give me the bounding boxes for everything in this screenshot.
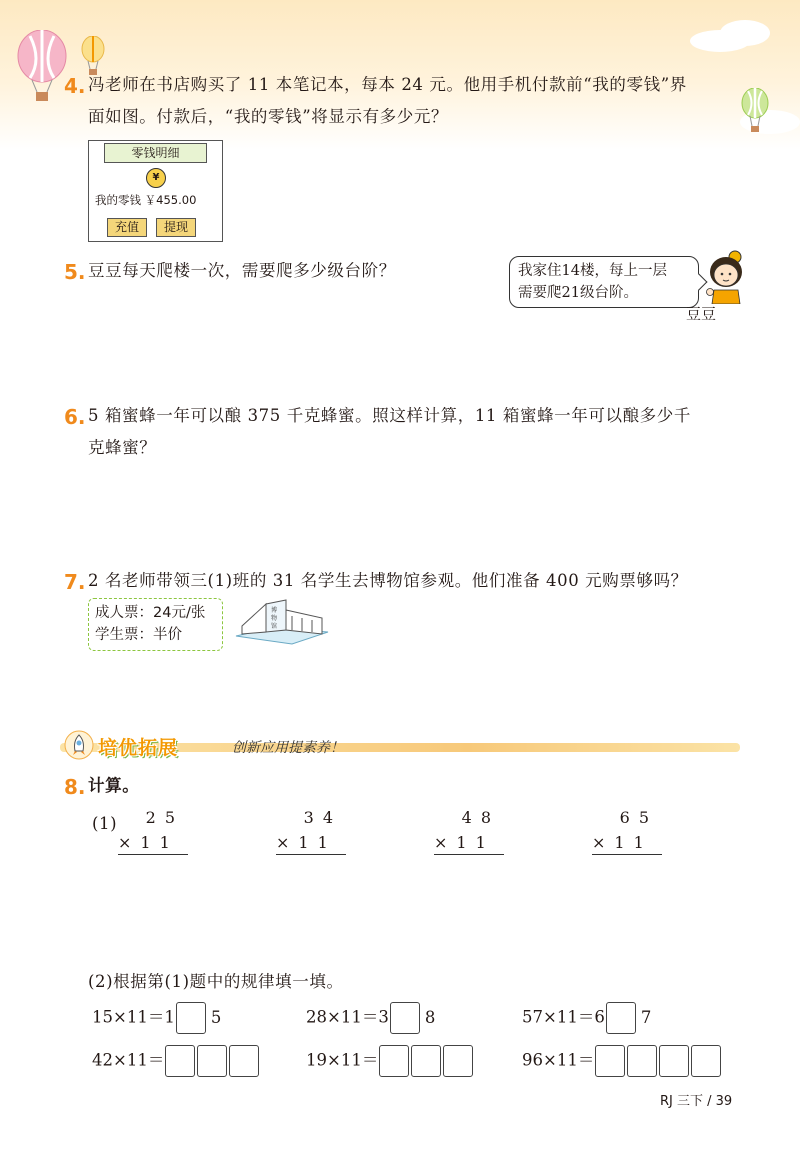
equation-prefix: 42×11＝ [92, 1050, 165, 1070]
question-number: 5. [64, 260, 86, 284]
speech-line: 我家住14楼，每上一层 [518, 263, 667, 279]
question-text: 5 箱蜜蜂一年可以酿 375 千克蜂蜜。照这样计算，11 箱蜜蜂一年可以酿多少千 [88, 406, 691, 425]
answer-box[interactable] [411, 1045, 441, 1077]
answer-box[interactable] [165, 1045, 195, 1077]
question-number: 7. [64, 570, 86, 594]
section-title: 培优拓展 [98, 737, 179, 759]
svg-text:馆: 馆 [271, 623, 278, 630]
answer-box[interactable] [379, 1045, 409, 1077]
recharge-button[interactable]: 充值 [107, 218, 147, 237]
hot-air-balloon-icon [740, 88, 770, 136]
multiplicand: 34 [303, 808, 342, 827]
page-footer: RJ 三下 / 39 [660, 1094, 733, 1109]
fill-in-item [522, 1045, 722, 1077]
question-text: 计算。 [88, 776, 140, 795]
equation-prefix: 15×11＝1 [92, 1007, 175, 1027]
answer-box[interactable] [443, 1045, 473, 1077]
hot-air-balloon-icon [14, 30, 70, 106]
equation-prefix: 57×11＝6 [522, 1007, 605, 1027]
question-number: 8. [64, 775, 86, 799]
answer-box[interactable] [691, 1045, 721, 1077]
yen-coin-icon: ¥ [146, 168, 166, 188]
ticket-price-box [88, 598, 223, 651]
answer-box[interactable] [627, 1045, 657, 1077]
multiplicand: 65 [619, 808, 658, 827]
multiplier: ×11 [118, 833, 188, 855]
answer-box[interactable] [176, 1002, 206, 1034]
question-text: 面如图。付款后，“我的零钱”将显示有多少元？ [88, 107, 449, 126]
fill-in-item [92, 1045, 260, 1077]
question-text: 2 名老师带领三(1)班的 31 名学生去博物馆参观。他们准备 400 元购票够吗？ [88, 571, 688, 590]
answer-box[interactable] [659, 1045, 689, 1077]
equation-prefix: 28×11＝3 [306, 1007, 389, 1027]
adult-ticket-price: 成人票：24元/张 [95, 605, 206, 621]
equation-prefix: 96×11＝ [522, 1050, 595, 1070]
question-number: 6. [64, 405, 86, 429]
fill-in-item [306, 1002, 435, 1034]
answer-box[interactable] [595, 1045, 625, 1077]
answer-box[interactable] [197, 1045, 227, 1077]
question-number: 4. [64, 74, 86, 98]
multiplier: ×11 [276, 833, 346, 855]
withdraw-button[interactable]: 提现 [156, 218, 196, 237]
fill-in-item [306, 1045, 474, 1077]
speech-bubble [509, 256, 699, 308]
answer-box[interactable] [390, 1002, 420, 1034]
multiplier: ×11 [434, 833, 504, 855]
equation-prefix: 19×11＝ [306, 1050, 379, 1070]
question-text: 豆豆每天爬楼一次，需要爬多少级台阶？ [88, 261, 396, 280]
svg-text:博: 博 [271, 607, 278, 614]
part-label: (2)根据第(1)题中的规律填一填。 [88, 972, 344, 991]
answer-box[interactable] [606, 1002, 636, 1034]
wallet-card [88, 140, 223, 242]
character-name: 豆豆 [686, 305, 717, 323]
answer-box[interactable] [229, 1045, 259, 1077]
speech-line: 需要爬21级台阶。 [518, 285, 638, 301]
fill-in-item [522, 1002, 651, 1034]
equation-suffix: 7 [640, 1007, 652, 1027]
part-label: (1) [92, 814, 118, 833]
wallet-title: 零钱明细 [104, 143, 207, 163]
equation-suffix: 8 [424, 1007, 436, 1027]
wallet-balance: 我的零钱 ￥455.00 [95, 193, 197, 207]
svg-text:物: 物 [271, 615, 278, 622]
cloud-decoration [720, 20, 770, 46]
question-text: 冯老师在书店购买了 11 本笔记本，每本 24 元。他用手机付款前“我的零钱”界 [88, 75, 687, 94]
multiplier: ×11 [592, 833, 662, 855]
section-subtitle: 创新应用提素养！ [232, 740, 344, 756]
multiplicand: 25 [145, 808, 184, 827]
multiplicand: 48 [461, 808, 500, 827]
museum-building-icon [232, 598, 332, 648]
equation-suffix: 5 [210, 1007, 222, 1027]
student-ticket-price: 学生票：半价 [95, 627, 182, 643]
girl-character-icon [704, 250, 748, 304]
fill-in-item [92, 1002, 221, 1034]
rocket-icon [64, 730, 94, 760]
question-text: 克蜂蜜？ [88, 438, 157, 457]
